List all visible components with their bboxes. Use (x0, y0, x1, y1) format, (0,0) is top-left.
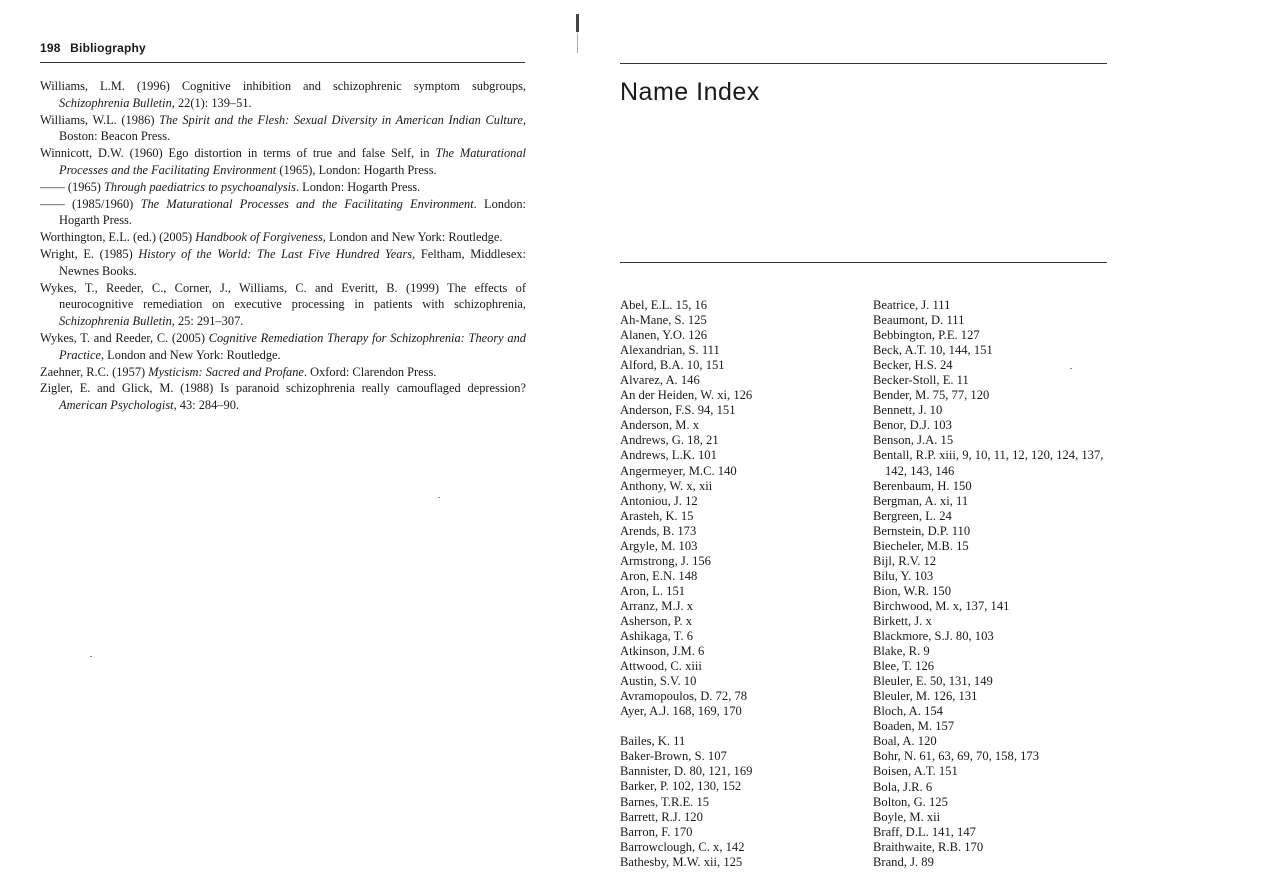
index-entry: Blake, R. 9 (873, 644, 930, 659)
entry-title: Cognitive Remediation Therapy for Schizophrenia: Theory and Practice (59, 330, 526, 362)
gutter-mark-faint (577, 33, 578, 53)
index-entry: Bergman, A. xi, 11 (873, 493, 969, 508)
index-entry: Ayer, A.J. 168, 169, 170 (620, 704, 742, 719)
index-column-2 (873, 298, 1113, 870)
index-entry: Austin, S.V. 10 (620, 674, 697, 689)
index-entry: Bannister, D. 80, 121, 169 (620, 764, 753, 779)
index-entry: Alvarez, A. 146 (620, 373, 700, 388)
index-entry: Anthony, W. x, xii (620, 478, 713, 493)
index-entry: Blackmore, S.J. 80, 103 (873, 629, 994, 644)
index-entry: Avramopoulos, D. 72, 78 (620, 689, 748, 704)
bibliography-entry (40, 364, 526, 381)
entry-title: Schizophrenia Bulletin (59, 314, 172, 329)
bibliography-entry (40, 330, 526, 364)
entry-text: Williams, L.M. (1996) Cognitive inhibition and schizophrenic symptom subgroups, (40, 79, 526, 93)
entry-title: History of the World: The Last Five Hundred Years (138, 246, 413, 261)
entry-text: Wykes, T., Reeder, C., Corner, J., Williams, C. and Everitt, B. (1999) The effects of neurocognitive remediation on executive processing in patients with schizophrenia, (40, 280, 526, 312)
entry-text: Wykes, T. and Reeder, C. (2005) (40, 330, 209, 345)
header-rule (40, 62, 525, 63)
index-entry: Bion, W.R. 150 (873, 583, 952, 598)
entry-text: Winnicott, D.W. (1960) Ego distortion in terms of true and false Self, in (40, 146, 436, 161)
index-entry: Bentall, R.P. xiii, 9, 10, 11, 12, 120, 124, 137, 142, 143, 146 (873, 448, 1104, 478)
index-entry: Baker-Brown, S. 107 (620, 749, 727, 764)
index-entry: Berenbaum, H. 150 (873, 478, 972, 493)
index-entry: Bennett, J. 10 (873, 403, 943, 418)
bibliography-entry (40, 246, 526, 280)
index-entry: Barron, F. 170 (620, 824, 693, 839)
index-entry: Arends, B. 173 (620, 523, 697, 538)
entry-text: Worthington, E.L. (ed.) (2005) (40, 230, 196, 245)
index-entry: Beatrice, J. 111 (873, 298, 951, 312)
index-entry: Birkett, J. x (873, 613, 932, 628)
bibliography-entry (40, 112, 526, 146)
right-page (600, 0, 1262, 894)
index-entry: Birchwood, M. x, 137, 141 (873, 598, 1010, 613)
entry-title: Schizophrenia Bulletin (59, 95, 172, 110)
entry-publication: . London: Hogarth Press. (295, 179, 421, 194)
bibliography-entry (40, 145, 526, 179)
index-entry: Anderson, F.S. 94, 151 (620, 403, 736, 418)
entry-text: Zaehner, R.C. (1957) (40, 364, 149, 379)
index-entry: Barrett, R.J. 120 (620, 809, 703, 824)
index-entry: Armstrong, J. 156 (620, 553, 711, 568)
entry-title: Mysticism: Sacred and Profane (148, 364, 304, 379)
entry-title: The Spirit and the Flesh: Sexual Diversity in American Indian Culture (159, 112, 523, 127)
index-entry: Beck, A.T. 10, 144, 151 (873, 343, 993, 358)
entry-title: The Maturational Processes and the Facilitating Environment (59, 146, 526, 177)
index-entry: Bolton, G. 125 (873, 794, 948, 809)
entry-publication: , 22(1): 139–51. (171, 95, 252, 110)
index-entry: Alanen, Y.O. 126 (620, 328, 708, 343)
index-column-1 (620, 298, 860, 870)
index-entry: Antoniou, J. 12 (620, 493, 698, 508)
index-entry: Bailes, K. 11 (620, 734, 686, 749)
index-entry: Bleuler, M. 126, 131 (873, 689, 978, 704)
entry-publication: , Boston: Beacon Press. (59, 112, 526, 144)
index-entry: Bilu, Y. 103 (873, 568, 934, 583)
index-entry: Biecheler, M.B. 15 (873, 538, 969, 553)
page-number: 198 (40, 41, 61, 55)
entry-title: Through paediatrics to psychoanalysis (104, 179, 296, 194)
index-entry: Boisen, A.T. 151 (873, 764, 958, 779)
entry-text: —— (1985/1960) (40, 196, 141, 211)
speck (90, 656, 92, 657)
bibliography-entry (40, 78, 526, 112)
bibliography-entry (40, 179, 526, 196)
bibliography-entry (40, 229, 526, 246)
entry-publication: , Feltham, Middlesex: Newnes Books. (59, 246, 526, 278)
index-entry: Bender, M. 75, 77, 120 (873, 388, 990, 403)
entry-text: Wright, E. (1985) (40, 246, 139, 261)
bibliography-entry (40, 196, 526, 230)
index-entry: Argyle, M. 103 (620, 538, 698, 553)
entry-text: Williams, W.L. (1986) (40, 112, 160, 127)
index-entry: Bernstein, D.P. 110 (873, 523, 971, 538)
index-entry: Bloch, A. 154 (873, 704, 943, 719)
index-entry: Andrews, G. 18, 21 (620, 433, 719, 448)
index-entry: Bijl, R.V. 12 (873, 553, 937, 568)
gutter-mark (576, 14, 579, 32)
speck (438, 497, 440, 498)
index-entry: Beaumont, D. 111 (873, 313, 965, 328)
index-entry: Bathesby, M.W. xii, 125 (620, 854, 743, 869)
index-entry: Bergreen, L. 24 (873, 508, 952, 523)
entry-title: The Maturational Processes and the Facilitating Environment (140, 196, 474, 211)
index-entry: Arranz, M.J. x (620, 598, 694, 613)
index-entry: Boyle, M. xii (873, 809, 941, 824)
index-entry: Attwood, C. xiii (620, 659, 702, 674)
index-entry: Becker-Stoll, E. 11 (873, 373, 969, 388)
entry-title: Handbook of Forgiveness (195, 230, 323, 245)
entry-title: American Psychologist (59, 398, 174, 413)
index-entry: Bebbington, P.E. 127 (873, 328, 980, 343)
index-entry: Barnes, T.R.E. 15 (620, 794, 710, 809)
index-entry: Brand, J. 89 (873, 854, 934, 869)
index-entry: Barrowclough, C. x, 142 (620, 839, 745, 854)
index-entry: Arasteh, K. 15 (620, 508, 694, 523)
letter-gap (620, 719, 860, 734)
index-entry: Blee, T. 126 (873, 659, 935, 674)
page-title: Name Index (620, 78, 760, 106)
index-entry: Anderson, M. x (620, 418, 700, 433)
index-entry: Ashikaga, T. 6 (620, 629, 693, 644)
index-entry: Bohr, N. 61, 63, 69, 70, 158, 173 (873, 749, 1040, 764)
index-entry: Abel, E.L. 15, 16 (620, 298, 708, 312)
index-entry: Aron, E.N. 148 (620, 568, 698, 583)
index-entry: Atkinson, J.M. 6 (620, 644, 705, 659)
entry-publication: , 43: 284–90. (173, 398, 239, 413)
index-entry: Barker, P. 102, 130, 152 (620, 779, 742, 794)
index-entry: Braff, D.L. 141, 147 (873, 824, 976, 839)
entry-publication: , 25: 291–307. (171, 314, 244, 329)
bibliography-list (40, 78, 526, 414)
left-page (0, 0, 600, 894)
index-entry: Andrews, L.K. 101 (620, 448, 717, 463)
index-entry: Benson, J.A. 15 (873, 433, 954, 448)
index-entry: Angermeyer, M.C. 140 (620, 463, 737, 478)
index-entry: Aron, L. 151 (620, 583, 686, 598)
entry-publication: . London: Hogarth Press. (59, 196, 527, 228)
index-entry: Alford, B.A. 10, 151 (620, 358, 725, 373)
bibliography-entry (40, 280, 526, 330)
index-entry: Ah-Mane, S. 125 (620, 313, 707, 328)
entry-publication: (1965), London: Hogarth Press. (276, 162, 437, 177)
title-bottom-rule (620, 262, 1107, 263)
entry-publication: , London and New York: Routledge. (322, 230, 503, 245)
entry-publication: . Oxford: Clarendon Press. (303, 364, 437, 379)
index-entry: Becker, H.S. 24 (873, 358, 953, 373)
index-entry: Alexandrian, S. 111 (620, 343, 720, 358)
index-entry: An der Heiden, W. xi, 126 (620, 388, 753, 403)
index-entry: Boaden, M. 157 (873, 719, 955, 734)
index-entry: Bola, J.R. 6 (873, 779, 933, 794)
bibliography-entry (40, 380, 526, 414)
index-entry: Asherson, P. x (620, 613, 693, 628)
entry-publication: , London and New York: Routledge. (100, 347, 281, 362)
section-title: Bibliography (70, 41, 146, 55)
index-entry: Braithwaite, R.B. 170 (873, 839, 984, 854)
index-entry: Bleuler, E. 50, 131, 149 (873, 674, 993, 689)
entry-text: —— (1965) (40, 179, 105, 194)
title-top-rule (620, 63, 1107, 64)
index-entry: Boal, A. 120 (873, 734, 937, 749)
entry-text: Zigler, E. and Glick, M. (1988) Is paranoid schizophrenia really camouflaged depression? (40, 381, 526, 396)
index-entry: Benor, D.J. 103 (873, 418, 952, 433)
running-head (40, 41, 146, 55)
